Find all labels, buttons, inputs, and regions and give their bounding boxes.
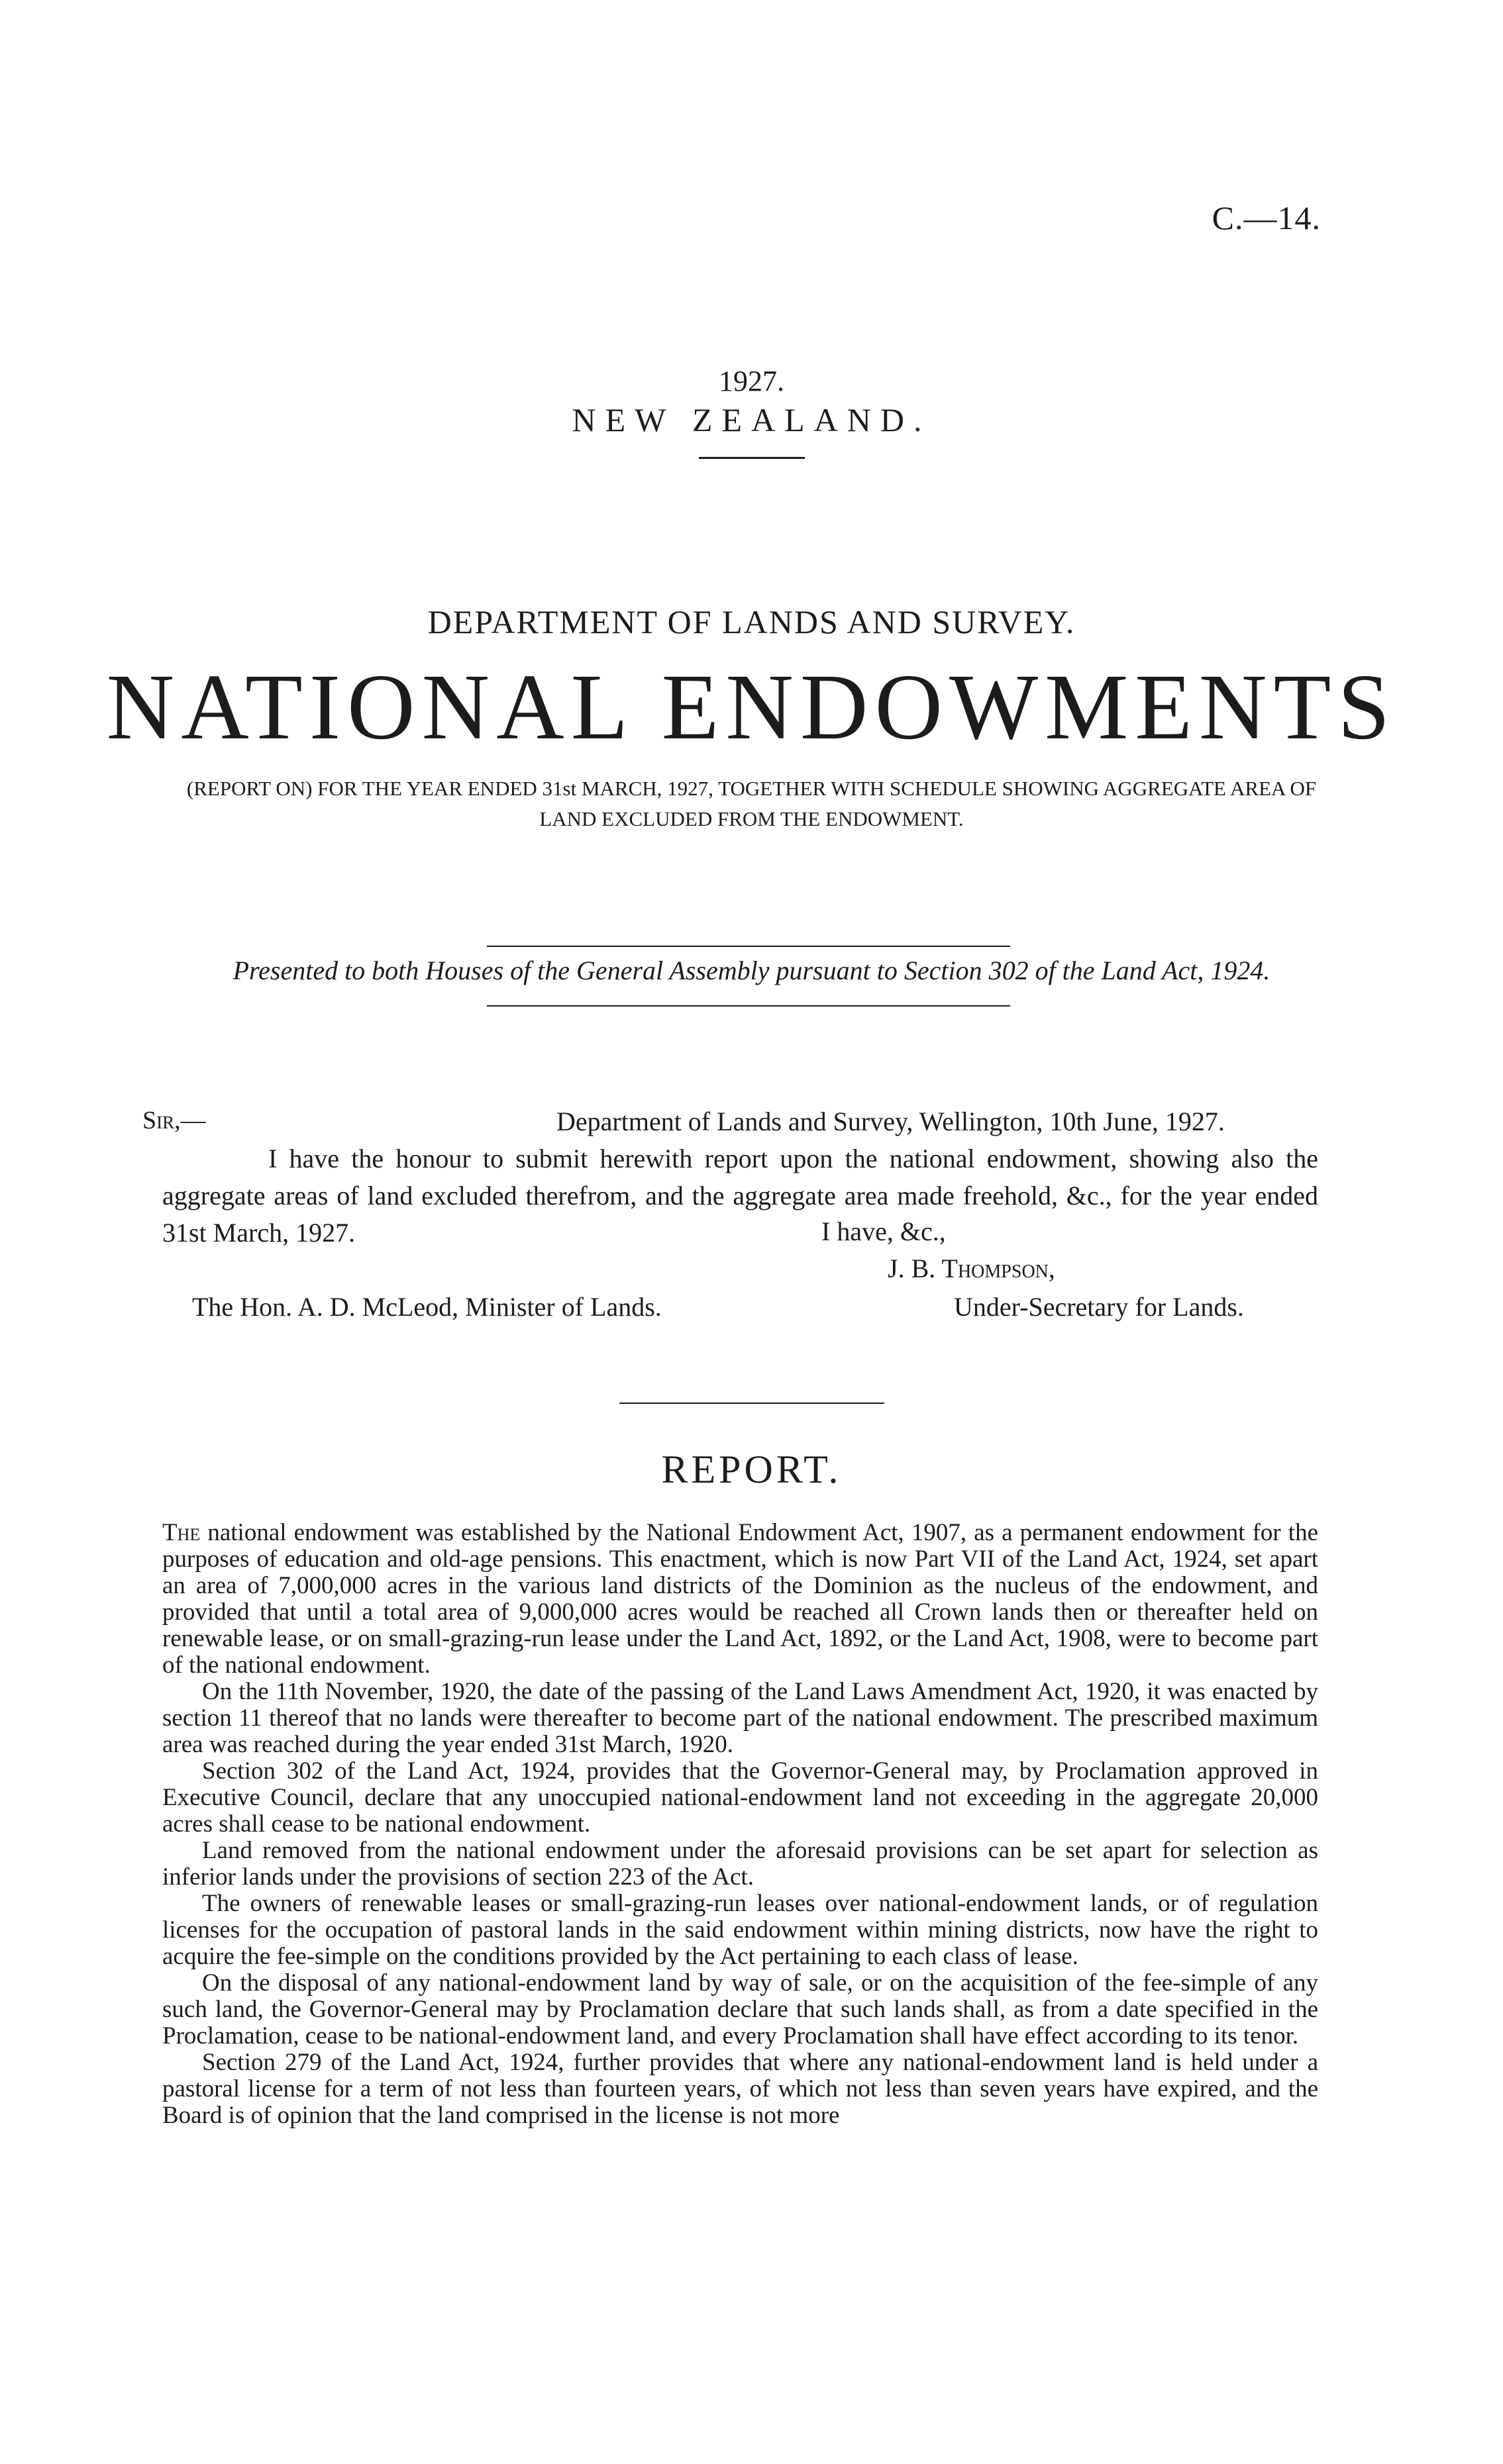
signatory-title: Under-Secretary for Lands.	[954, 1292, 1244, 1322]
report-paragraph: Section 302 of the Land Act, 1924, provides that the Governor-General may, by Proclamation approved in Executive Council, declare that any unoccupied national-endowment land not exceeding in the aggregate 20,000 acres shall cease to be national endowment.	[162, 1757, 1318, 1838]
divider-rule	[487, 1005, 1010, 1007]
letter-addressee: The Hon. A. D. McLeod, Minister of Lands.	[192, 1292, 662, 1322]
report-paragraph: On the 11th November, 1920, the date of the passing of the Land Laws Amendment Act, 1920, it was enacted by section 11 thereof that no lands were thereafter to become part of the national endowment. The prescribed maximum area was reached during the year ended 31st March, 1920.	[162, 1678, 1318, 1758]
report-paragraph: On the disposal of any national-endowment land by way of sale, or on the acquisition of the fee-simple of any such land, the Governor-General may by Proclamation declare that such lands shall, as from a date specified in the Proclamation, cease to be national-endowment land, and every Proclamation shall have effect according to its tenor.	[162, 1969, 1318, 2049]
presented-statement: Presented to both Houses of the General Assembly pursuant to Section 302 of the Land Act, 1924.	[233, 956, 1270, 985]
report-paragraph	[162, 1520, 1318, 1679]
paragraph-text: national endowment was established by the National Endowment Act, 1907, as a permanent endowment for the purposes of education and old-age pensions. This enactment, which is now Part VII of the Land Act, 1924, set apart an area of 7,000,000 acres in the various land districts of the Dominion as the nucleus of the endowment, and provided that until a total area of 9,000,000 acres would be reached all Crown lands then or thereafter held on renewable lease, or on small-grazing-run lease under the Land Act, 1892, or the Land Act, 1908, were to become part of the national endowment.	[162, 1519, 1318, 1679]
report-body	[162, 1520, 1318, 2129]
letter-salutation: Sir,—	[142, 1107, 206, 1134]
letter-signatory: J. B. Thompson,	[888, 1254, 1055, 1283]
divider-rule	[699, 457, 805, 459]
report-heading: REPORT.	[661, 1448, 842, 1491]
page-title: NATIONAL ENDOWMENTS	[106, 654, 1397, 759]
opening-word: The	[162, 1519, 201, 1546]
report-paragraph: Land removed from the national endowment under the aforesaid provisions can be set apart for selection as inferior lands under the provisions of section 223 of the Act.	[162, 1837, 1318, 1891]
document-reference: C.—14.	[1212, 199, 1321, 236]
publication-year: 1927.	[719, 365, 784, 397]
report-paragraph: The owners of renewable leases or small-grazing-run leases over national-endowment lands, or of regulation licenses for the occupation of pastoral lands in the said endowment within mining districts, now have the right to acquire the fee-simple on the conditions provided by the Act pertaining to each class of lease.	[162, 1890, 1318, 1970]
divider-rule	[487, 946, 1010, 947]
country-heading: NEW ZEALAND.	[572, 401, 931, 438]
divider-rule	[619, 1403, 884, 1404]
letter-place-date: Department of Lands and Survey, Wellington, 10th June, 1927.	[556, 1107, 1225, 1136]
letter-closing: I have, &c.,	[821, 1216, 946, 1246]
letter-body: I have the honour to submit herewith report upon the national endowment, showing also the aggregate areas of land excluded therefrom, and the aggregate area made freehold, &c., for the year ended 31st March, 1927.	[162, 1144, 1318, 1248]
report-paragraph: Section 279 of the Land Act, 1924, further provides that where any national-endowment land is held under a pastoral license for a term of not less than fourteen years, of which not less than seven years have expired, and the Board is of opinion that the land comprised in the license is not more	[162, 2049, 1318, 2129]
department-heading: DEPARTMENT OF LANDS AND SURVEY.	[427, 603, 1076, 640]
subtitle: (REPORT ON) FOR THE YEAR ENDED 31st MARCH, 1927, TOGETHER WITH SCHEDULE SHOWING AGGREGATE AREA OF LAND EXCLUDED FROM THE ENDOWMENT.	[186, 777, 1317, 830]
